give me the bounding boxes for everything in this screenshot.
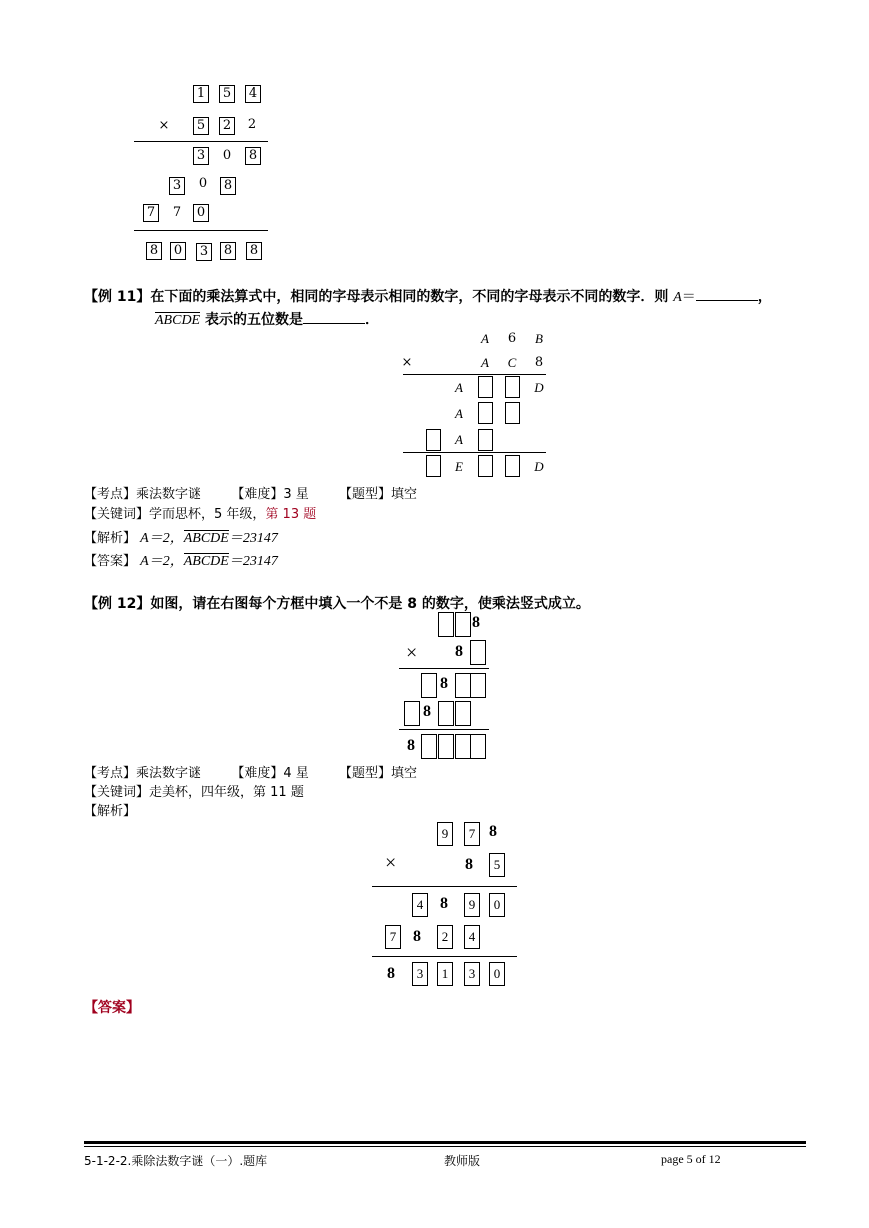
empty-box[interactable] — [426, 429, 441, 451]
digit: 0 — [222, 148, 232, 163]
empty-box[interactable] — [438, 701, 454, 726]
empty-box[interactable] — [455, 612, 471, 637]
solution-text: A＝2， — [140, 531, 184, 546]
empty-box[interactable] — [438, 734, 454, 759]
digit-8: 8 — [407, 737, 415, 754]
overline-abcde: ABCDE — [155, 313, 201, 328]
empty-box[interactable] — [505, 455, 520, 477]
rule-line — [134, 230, 268, 231]
letter: C — [507, 355, 517, 370]
digit-box: 5 — [489, 853, 505, 877]
question-text: 在下面的乘法算式中，相同的字母表示相同的数字，不同的字母表示不同的数字．则 — [150, 289, 669, 305]
meta-label: 【解析】 — [84, 804, 137, 819]
digit-box: 4 — [464, 925, 480, 949]
footer-page-number: page 5 of 12 — [661, 1152, 721, 1166]
empty-box[interactable] — [470, 673, 486, 698]
example-label: 【例 11】 — [84, 289, 151, 305]
footer-rule-thin — [84, 1146, 806, 1147]
digit: 6 — [507, 331, 517, 346]
digit-box: 1 — [193, 85, 209, 103]
digit-box: 7 — [143, 204, 159, 222]
digit-box: 7 — [385, 925, 401, 949]
example12-keywords — [84, 781, 304, 800]
letter: E — [455, 459, 463, 474]
digit-8: 8 — [455, 643, 463, 660]
answer-blank-a[interactable] — [696, 300, 758, 301]
empty-box[interactable] — [426, 455, 441, 477]
empty-box[interactable] — [455, 701, 471, 726]
letter: D — [534, 459, 544, 474]
empty-box[interactable] — [421, 673, 437, 698]
empty-box[interactable] — [455, 673, 471, 698]
digit: 0 — [198, 176, 208, 191]
empty-box[interactable] — [455, 734, 471, 759]
empty-box[interactable] — [505, 376, 520, 398]
example11-keywords — [84, 503, 316, 522]
digit-box: 0 — [489, 962, 505, 986]
meta-value: 乘法数字谜 — [136, 487, 202, 502]
digit-box: 4 — [412, 893, 428, 917]
digit-box: 3 — [193, 147, 209, 165]
digit-box: 8 — [146, 242, 162, 260]
digit-box: 0 — [489, 893, 505, 917]
footer-center: 教师版 — [444, 1154, 481, 1168]
digit-box: 2 — [437, 925, 453, 949]
meta-label: 【答案】 — [84, 1000, 140, 1016]
digit-8: 8 — [387, 965, 395, 982]
digit-box: 7 — [464, 822, 480, 846]
digit-box: 3 — [412, 962, 428, 986]
footer-left: 5-1-2-2.乘除法数字谜（一）.题库 — [84, 1154, 268, 1168]
example-label: 【例 12】 — [84, 596, 151, 612]
meta-label: 【考点】 — [84, 487, 137, 502]
rule-line — [403, 374, 546, 375]
example11-question-line2 — [155, 309, 379, 329]
meta-label: 【难度】 — [231, 487, 284, 502]
keywords-text: 走美杯，四年级，第 11 题 — [149, 785, 304, 800]
meta-label: 【答案】 — [84, 554, 137, 569]
digit-box: 0 — [193, 204, 209, 222]
keywords-text: 学而思杯，5 年级， — [149, 507, 266, 522]
meta-value: 3 星 — [283, 487, 309, 502]
letter: A — [455, 432, 463, 447]
meta-label: 【关键词】 — [84, 785, 150, 800]
meta-value: 4 星 — [283, 766, 309, 781]
meta-value: 填空 — [391, 487, 418, 502]
meta-label: 【难度】 — [231, 766, 284, 781]
example12-answer-label — [84, 997, 140, 1017]
meta-label: 【解析】 — [84, 531, 137, 546]
example11-analysis — [84, 527, 278, 547]
digit-box: 9 — [464, 893, 480, 917]
rule-line — [372, 956, 517, 957]
times-sign: × — [158, 118, 170, 133]
solution-text: ＝23147 — [228, 554, 278, 569]
letter: A — [455, 380, 463, 395]
rule-line — [399, 668, 489, 669]
times-sign: × — [385, 852, 397, 874]
keywords-red: 第 13 题 — [265, 507, 317, 522]
question-text: 如图，请在右图每个方框中填入一个不是 8 的数字，使乘法竖式成立。 — [150, 596, 590, 612]
digit: 7 — [172, 205, 182, 220]
digit-box: 2 — [219, 117, 235, 135]
empty-box[interactable] — [505, 402, 520, 424]
letter: A — [481, 355, 489, 370]
digit-box: 5 — [193, 117, 209, 135]
empty-box[interactable] — [470, 734, 486, 759]
var-a: A — [673, 290, 682, 305]
meta-value: 填空 — [391, 766, 418, 781]
digit-8: 8 — [465, 856, 473, 873]
times-sign: × — [406, 642, 418, 664]
empty-box[interactable] — [421, 734, 437, 759]
question-text: 表示的五位数是 — [204, 312, 303, 328]
footer-rule-thick — [84, 1141, 806, 1144]
digit-8: 8 — [472, 614, 480, 631]
digit-8: 8 — [489, 823, 497, 840]
example11-answer — [84, 550, 278, 570]
letter: D — [534, 380, 544, 395]
digit-box: 3 — [169, 177, 185, 195]
meta-label: 【题型】 — [339, 487, 392, 502]
rule-line — [134, 141, 268, 142]
letter: B — [535, 331, 543, 346]
meta-label: 【考点】 — [84, 766, 137, 781]
digit-box: 8 — [220, 242, 236, 260]
digit-box: 5 — [219, 85, 235, 103]
equals-sign: ＝ — [681, 289, 696, 305]
overline-abcde: ABCDE — [183, 554, 229, 569]
empty-box[interactable] — [478, 455, 493, 477]
empty-box[interactable] — [438, 612, 454, 637]
digit-box: 3 — [464, 962, 480, 986]
solution-text: ＝23147 — [228, 531, 278, 546]
digit: 8 — [534, 355, 544, 370]
letter: A — [481, 331, 489, 346]
digit-box: 9 — [437, 822, 453, 846]
meta-label: 【关键词】 — [84, 507, 150, 522]
example11-meta — [84, 483, 417, 502]
example12-analysis-label — [84, 800, 136, 819]
digit-box: 4 — [245, 85, 261, 103]
times-sign: × — [401, 355, 413, 370]
meta-label: 【题型】 — [339, 766, 392, 781]
digit: 2 — [247, 117, 257, 132]
example12-question — [84, 593, 590, 613]
digit-box: 8 — [245, 147, 261, 165]
empty-box[interactable] — [470, 640, 486, 665]
empty-box[interactable] — [478, 402, 493, 424]
digit-box: 0 — [170, 242, 186, 260]
digit-box: 8 — [220, 177, 236, 195]
letter: A — [455, 406, 463, 421]
rule-line — [372, 886, 517, 887]
empty-box[interactable] — [478, 376, 493, 398]
digit-box: 8 — [246, 242, 262, 260]
empty-box[interactable] — [478, 429, 493, 451]
answer-blank-abcde[interactable] — [303, 323, 365, 324]
solution-text: A＝2， — [140, 554, 184, 569]
digit-8: 8 — [413, 928, 421, 945]
digit-8: 8 — [440, 675, 448, 692]
overline-abcde: ABCDE — [183, 531, 229, 546]
digit-box: 3 — [196, 243, 212, 261]
meta-value: 乘法数字谜 — [136, 766, 202, 781]
digit-8: 8 — [423, 703, 431, 720]
period: ． — [364, 312, 379, 328]
rule-line — [403, 452, 546, 453]
example12-meta — [84, 762, 417, 781]
empty-box[interactable] — [404, 701, 420, 726]
digit-box: 1 — [437, 962, 453, 986]
comma: ， — [757, 289, 772, 305]
rule-line — [399, 729, 489, 730]
example11-question — [84, 286, 814, 306]
digit-8: 8 — [440, 895, 448, 912]
